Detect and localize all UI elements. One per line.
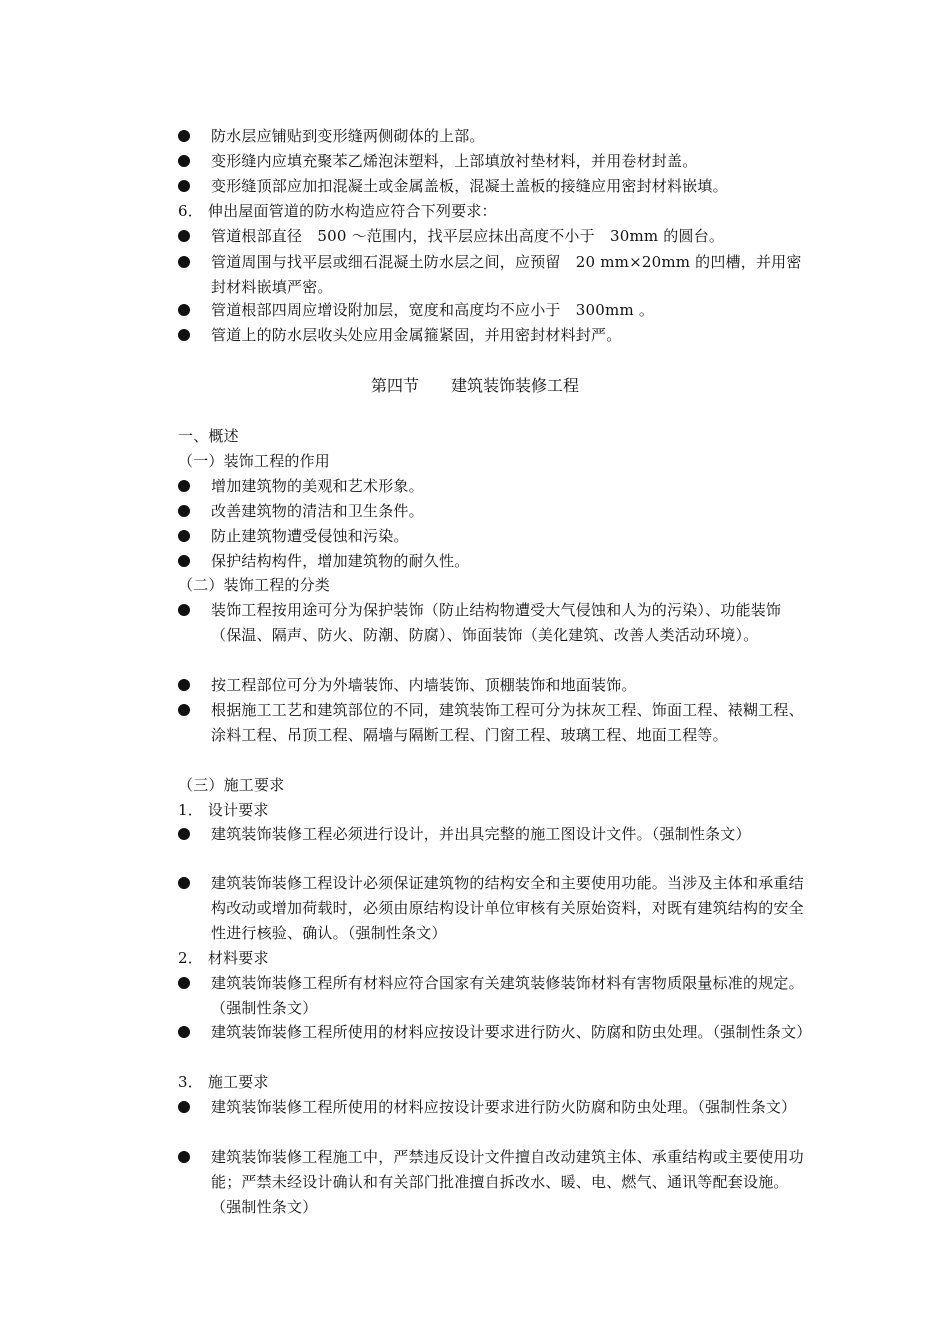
bullet-icon [178,230,190,242]
bullet-icon [178,155,190,167]
list-item: 建筑装饰装修工程所使用的材料应按设计要求进行防火、防腐和防虫处理。（强制性条文） [211,1023,812,1041]
list-item: 管道根部四周应增设附加层，宽度和高度均不应小于 300mm 。 [211,301,655,319]
list-item: 防水层应铺贴到变形缝两侧砌体的上部。 [211,127,485,145]
bullet-icon [178,329,190,341]
item-heading: 6． 伸出屋面管道的防水构造应符合下列要求： [178,202,497,220]
bullet-icon [178,505,190,517]
bullet-icon [178,877,190,889]
bullet-icon [178,828,190,840]
heading-overview: 一、概述 [178,427,239,445]
bullet-icon [178,530,190,542]
bullet-icon [178,704,190,716]
item-heading: 1． 设计要求 [178,801,269,819]
bullet-icon [178,130,190,142]
list-item: 建筑装饰装修工程设计必须保证建筑物的结构安全和主要使用功能。当涉及主体和承重结构改动或增加荷载时，必须由原结构设计单位审核有关原始资料，对既有建筑结构的安全性进行核验、确认。（强制性条文） [211,874,804,942]
bullet-icon [178,1026,190,1038]
bullet-icon [178,679,190,691]
item-heading: 3． 施工要求 [178,1073,269,1091]
list-item: 管道上的防水层收头处应用金属箍紧固，并用密封材料封严。 [211,326,622,344]
list-item: 建筑装饰装修工程施工中，严禁违反设计文件擅自改动建筑主体、承重结构或主要使用功能；严禁未经设计确认和有关部门批准擅自拆改水、暖、电、燃气、通讯等配套设施。（强制性条文） [211,1148,804,1216]
list-item: 建筑装饰装修工程必须进行设计，并出具完整的施工图设计文件。（强制性条文） [211,825,751,843]
list-item: 增加建筑物的美观和艺术形象。 [211,477,424,495]
list-item: 建筑装饰装修工程所有材料应符合国家有关建筑装修装饰材料有害物质限量标准的规定。（强制性条文） [211,974,804,1017]
bullet-icon [178,304,190,316]
list-item: 变形缝内应填充聚苯乙烯泡沫塑料，上部填放衬垫材料，并用卷材封盖。 [211,152,698,170]
subheading: （一）装饰工程的作用 [178,452,331,470]
bullet-icon [178,977,190,989]
subheading: （三）施工要求 [178,776,285,794]
list-item: 建筑装饰装修工程所使用的材料应按设计要求进行防火防腐和防虫处理。（强制性条文） [211,1098,797,1116]
bullet-icon [178,180,190,192]
list-item: 改善建筑物的清洁和卫生条件。 [211,502,424,520]
bullet-icon [178,256,190,268]
bullet-icon [178,555,190,567]
list-item: 变形缝顶部应加扣混凝土或金属盖板，混凝土盖板的接缝应用密封材料嵌填。 [211,177,728,195]
list-item: 装饰工程按用途可分为保护装饰（防止结构物遭受大气侵蚀和人为的污染）、功能装饰（保温、隔声、防火、防潮、防腐）、饰面装饰（美化建筑、改善人类活动环境）。 [211,601,782,644]
list-item: 管道根部直径 500 ～范围内，找平层应抹出高度不小于 30mm 的圆台。 [211,227,725,245]
bullet-icon [178,604,190,616]
bullet-icon [178,1151,190,1163]
list-item: 保护结构构件，增加建筑物的耐久性。 [211,552,470,570]
list-item: 按工程部位可分为外墙装饰、内墙装饰、顶棚装饰和地面装饰。 [211,676,637,694]
list-item: 根据施工工艺和建筑部位的不同，建筑装饰工程可分为抹灰工程、饰面工程、裱糊工程、涂料工程、吊顶工程、隔墙与隔断工程、门窗工程、玻璃工程、地面工程等。 [211,701,804,744]
list-item: 防止建筑物遭受侵蚀和污染。 [211,527,409,545]
section-title: 第四节 建筑装饰装修工程 [370,376,579,395]
bullet-icon [178,480,190,492]
item-heading: 2． 材料要求 [178,949,269,967]
bullet-icon [178,1101,190,1113]
list-item: 管道周围与找平层或细石混凝土防水层之间，应预留 20 mm×20mm 的凹槽，并用密封材料嵌填严密。 [211,253,802,296]
subheading: （二）装饰工程的分类 [178,576,331,594]
